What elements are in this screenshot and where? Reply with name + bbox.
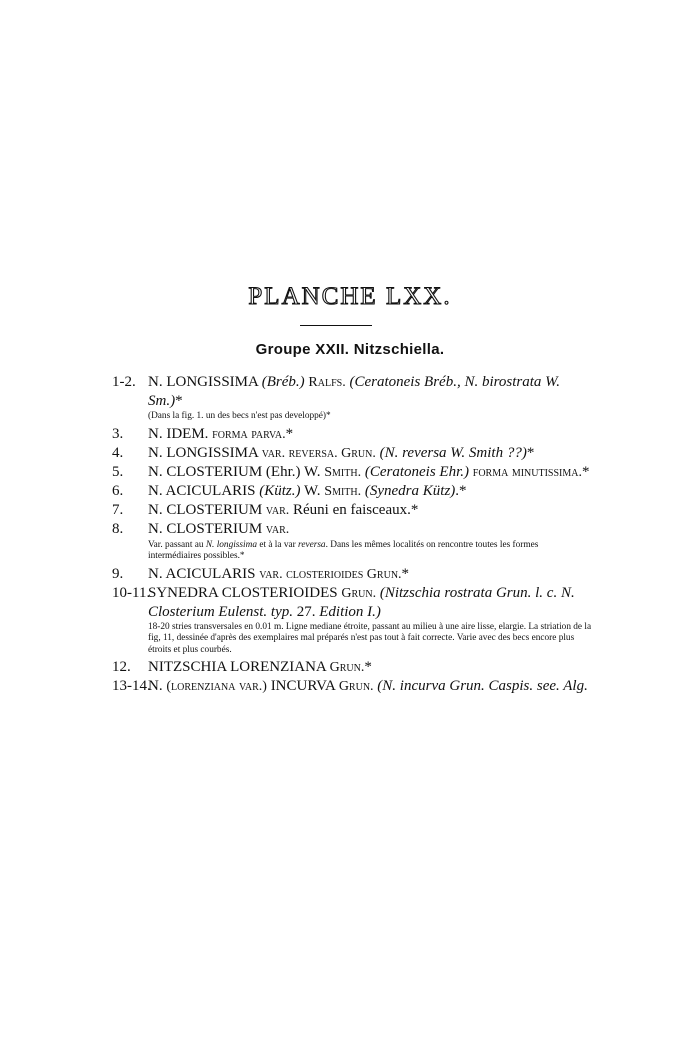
group-heading: Groupe XXII. Nitzschiella. xyxy=(255,341,445,358)
entry-note xyxy=(148,540,592,563)
text-run: (Nitzschia rostrata Grun. l. c. N. Closterium Eulenst. typ. xyxy=(148,584,575,620)
entry-text xyxy=(148,520,592,539)
entry-item xyxy=(112,520,592,563)
text-run: N. IDEM. xyxy=(148,425,213,442)
entry-text xyxy=(148,444,592,463)
text-run: N. ACICULARIS xyxy=(148,482,260,499)
entry-item xyxy=(112,677,592,696)
figure-number: 12. xyxy=(112,659,131,675)
figure-number: 13-14. xyxy=(112,678,151,694)
entry-text xyxy=(148,501,592,520)
text-run: (Ceratoneis Bréb., N. birostrata W. Sm.) xyxy=(148,374,561,409)
entry-text xyxy=(148,565,592,584)
text-run: SYNEDRA CLOSTERIOIDES xyxy=(148,584,342,601)
entry-item xyxy=(112,501,592,520)
figure-number: 1-2. xyxy=(112,374,136,390)
text-run: (N. incurva Grun. Caspis. see. Alg. xyxy=(377,678,588,694)
entry-item xyxy=(112,373,592,423)
text-run: Edition I.) xyxy=(319,603,381,620)
text-run: var. xyxy=(265,502,290,518)
entry-text xyxy=(148,425,592,444)
entry-text xyxy=(148,658,592,677)
text-run: (N. reversa W. Smith ??) xyxy=(379,444,527,461)
text-run: NITZSCHIA LORENZIANA xyxy=(148,659,330,675)
text-run: .* xyxy=(455,482,467,499)
text-run: (Synedra Kütz) xyxy=(364,482,456,499)
text-run: INCURVA xyxy=(266,678,339,694)
entry-item xyxy=(112,425,592,444)
text-run: Ralfs. xyxy=(308,375,346,390)
text-run: (Bréb.) xyxy=(261,374,305,390)
text-run: N. longissima xyxy=(205,539,257,550)
text-run: var. reversa. Grun. xyxy=(261,445,376,461)
text-run: . Dans les mêmes localités on rencontre toutes les formes intermédiaires possibles.* xyxy=(148,539,539,561)
text-run: var. xyxy=(265,521,290,537)
text-run: Réuni en faisceaux.* xyxy=(289,501,419,518)
text-run: * xyxy=(285,425,294,442)
text-run: N. ACICULARIS xyxy=(148,565,260,582)
entry-text xyxy=(148,677,592,696)
text-run: N. LONGISSIMA xyxy=(148,444,262,461)
entry-item xyxy=(112,463,592,482)
text-run: Grun. xyxy=(341,585,377,601)
text-run: * xyxy=(526,444,535,461)
entry-text xyxy=(148,373,592,410)
text-run: * xyxy=(582,463,590,480)
text-run: et à la var xyxy=(257,539,299,550)
entry-item xyxy=(112,658,592,677)
figure-number: 9. xyxy=(112,565,124,582)
entry-note: 18-20 stries transversales en 0.01 m. Ligne mediane étroite, passant au milieu à une aire lisse, elargie. La striation de la fig, 11, dessinée d'après des exemplaires mal préparés n'est pas tout à fait correcte. Varie avec des becs encore plus étroits et plus courbés. xyxy=(148,621,592,655)
text-run: Grun. xyxy=(338,679,374,694)
text-run: forma minutissima. xyxy=(472,464,583,480)
text-run: N. LONGISSIMA xyxy=(148,374,262,390)
entry-item xyxy=(112,482,592,501)
text-run: Var. passant au xyxy=(148,539,206,550)
figure-number: 4. xyxy=(112,444,124,461)
text-run: * xyxy=(401,565,410,582)
figure-number: 3. xyxy=(112,425,124,442)
text-run: N. CLOSTERIUM (Ehr.) W. xyxy=(148,463,325,480)
text-run: 27. xyxy=(293,603,320,620)
text-run: (Kütz.) xyxy=(259,482,301,499)
entry-note: (Dans la fig. 1. un des becs n'est pas developpé)* xyxy=(148,411,331,421)
title-rule xyxy=(300,325,372,326)
entry-text xyxy=(148,584,592,621)
text-run: Smith. xyxy=(324,483,362,499)
figure-number: 6. xyxy=(112,482,124,499)
text-run: N. CLOSTERIUM xyxy=(148,501,266,518)
entry-item xyxy=(112,444,592,463)
text-run: (Ceratoneis Ehr.) xyxy=(364,463,470,480)
entry-text xyxy=(148,463,592,482)
entry-list xyxy=(112,373,592,696)
text-run: W. xyxy=(300,482,325,499)
entry-item xyxy=(112,584,592,657)
text-run: var. closterioides Grun. xyxy=(259,566,402,582)
text-run: N. xyxy=(148,678,167,694)
text-run: * xyxy=(175,393,183,409)
figure-number: 7. xyxy=(112,501,124,518)
text-run: reversa xyxy=(298,539,326,550)
text-run: Smith. xyxy=(324,464,362,480)
entry-item xyxy=(112,565,592,584)
figure-number: 5. xyxy=(112,463,124,480)
text-run: forma parva. xyxy=(212,426,286,442)
text-run: * xyxy=(364,659,372,675)
entry-text xyxy=(148,482,592,501)
figure-number: 8. xyxy=(112,520,124,537)
text-run: Grun. xyxy=(329,660,365,675)
text-run: (lorenziana var.) xyxy=(166,679,267,694)
figure-number: 10-11. xyxy=(112,584,151,601)
text-run: N. CLOSTERIUM xyxy=(148,520,266,537)
plate-title: PLANCHE LXX. xyxy=(248,283,452,310)
